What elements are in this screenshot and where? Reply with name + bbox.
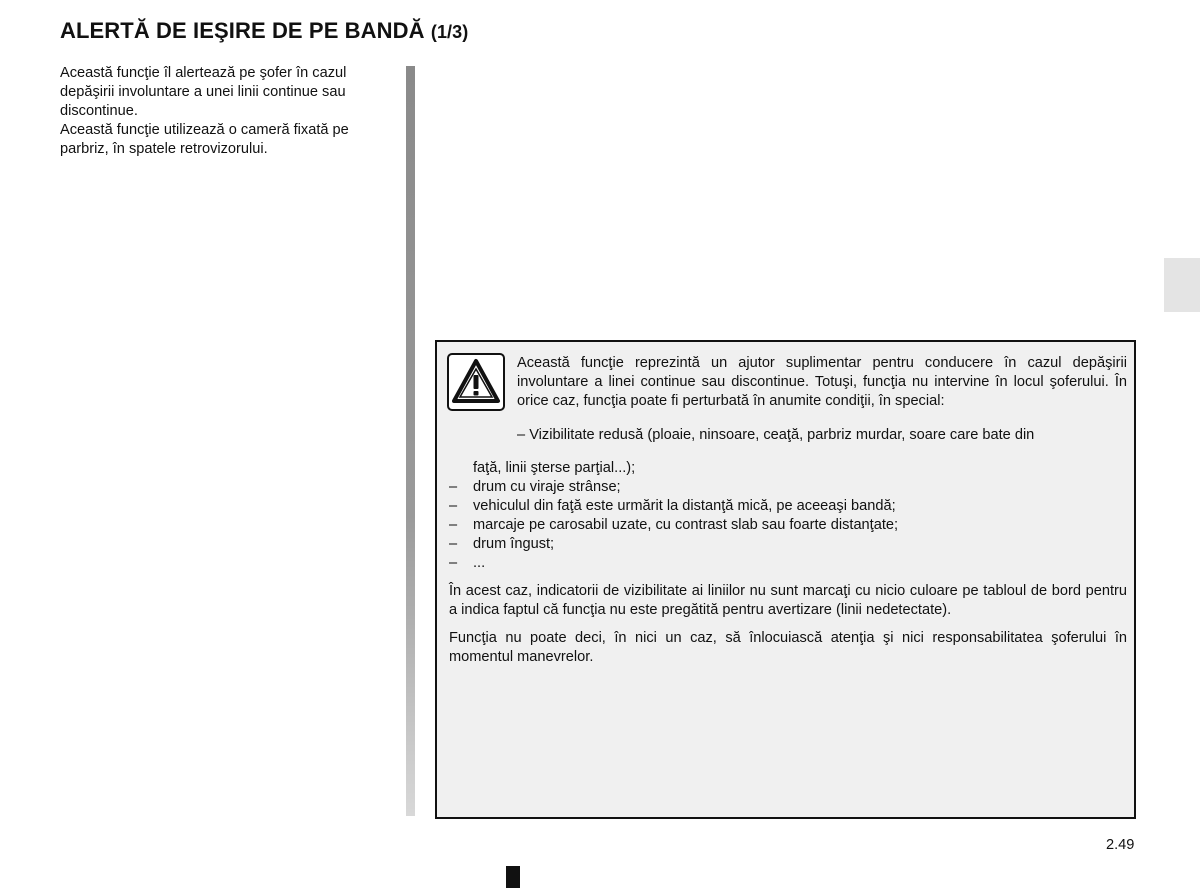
section-tab-marker <box>1164 258 1200 312</box>
list-item <box>449 478 1127 497</box>
column-divider-bar <box>406 66 415 816</box>
warning-box <box>435 340 1136 819</box>
intro-paragraph: Această funcţie utilizează o cameră fixată pe parbriz, în spatele retrovizorului. <box>60 122 349 157</box>
list-dash: – <box>449 498 458 515</box>
page-number: 2.49 <box>1106 837 1135 853</box>
list-item-text: drum îngust; <box>473 536 555 553</box>
list-item-text: ... <box>473 555 486 572</box>
list-dash: – <box>449 555 458 572</box>
list-item-text: vehiculul din faţă este urmărit la distanţă mică, pe aceeaşi bandă; <box>473 498 896 515</box>
intro-text <box>60 64 395 159</box>
list-dash: – <box>517 426 526 443</box>
list-dash: – <box>449 479 458 496</box>
list-dash: – <box>449 536 458 553</box>
list-item-text: Vizibilitate redusă (ploaie, ninsoare, ceaţă, parbriz murdar, soare care bate din <box>529 426 1035 443</box>
page-title-part: (1/3) <box>430 22 469 42</box>
warning-lead: Această funcţie reprezintă un ajutor suplimentar pentru conducere în cazul depăşirii involuntare a linei continue sau discontinue. Totuşi, funcţia nu intervine în locul şoferului. În orice caz, funcţia poate fi perturbată în anumite condiţii, în special: <box>517 355 1127 409</box>
list-item <box>449 535 1127 554</box>
page-title-text: ALERTĂ DE IEŞIRE DE PE BANDĂ <box>60 18 425 43</box>
list-item <box>449 554 1127 573</box>
page-title <box>60 18 468 44</box>
intro-paragraph: Această funcţie îl alertează pe şofer în cazul depăşirii involuntare a unei linii continue sau discontinue. <box>60 65 347 119</box>
list-dash: – <box>449 517 458 534</box>
list-item <box>449 497 1127 516</box>
warning-paragraph: Funcţia nu poate deci, în nici un caz, să înlocuiască atenţia şi nici responsabilitatea şoferului în momentul manevrelor. <box>449 630 1127 666</box>
crop-mark <box>506 866 520 888</box>
warning-paragraph: În acest caz, indicatorii de vizibilitate ai liniilor nu sunt marcaţi cu nicio culoare pe tabloul de bord pentru a indica faptul că funcţia nu este pregătită pentru avertizare (linii nedetectate). <box>449 583 1127 619</box>
list-item-continuation: faţă, linii şterse parţial...); <box>473 460 636 477</box>
list-item-text: drum cu viraje strânse; <box>473 479 621 496</box>
list-item-text: marcaje pe carosabil uzate, cu contrast slab sau foarte distanţate; <box>473 517 899 534</box>
list-item <box>449 516 1127 535</box>
list-item <box>517 426 1127 445</box>
warning-text <box>449 354 1127 667</box>
